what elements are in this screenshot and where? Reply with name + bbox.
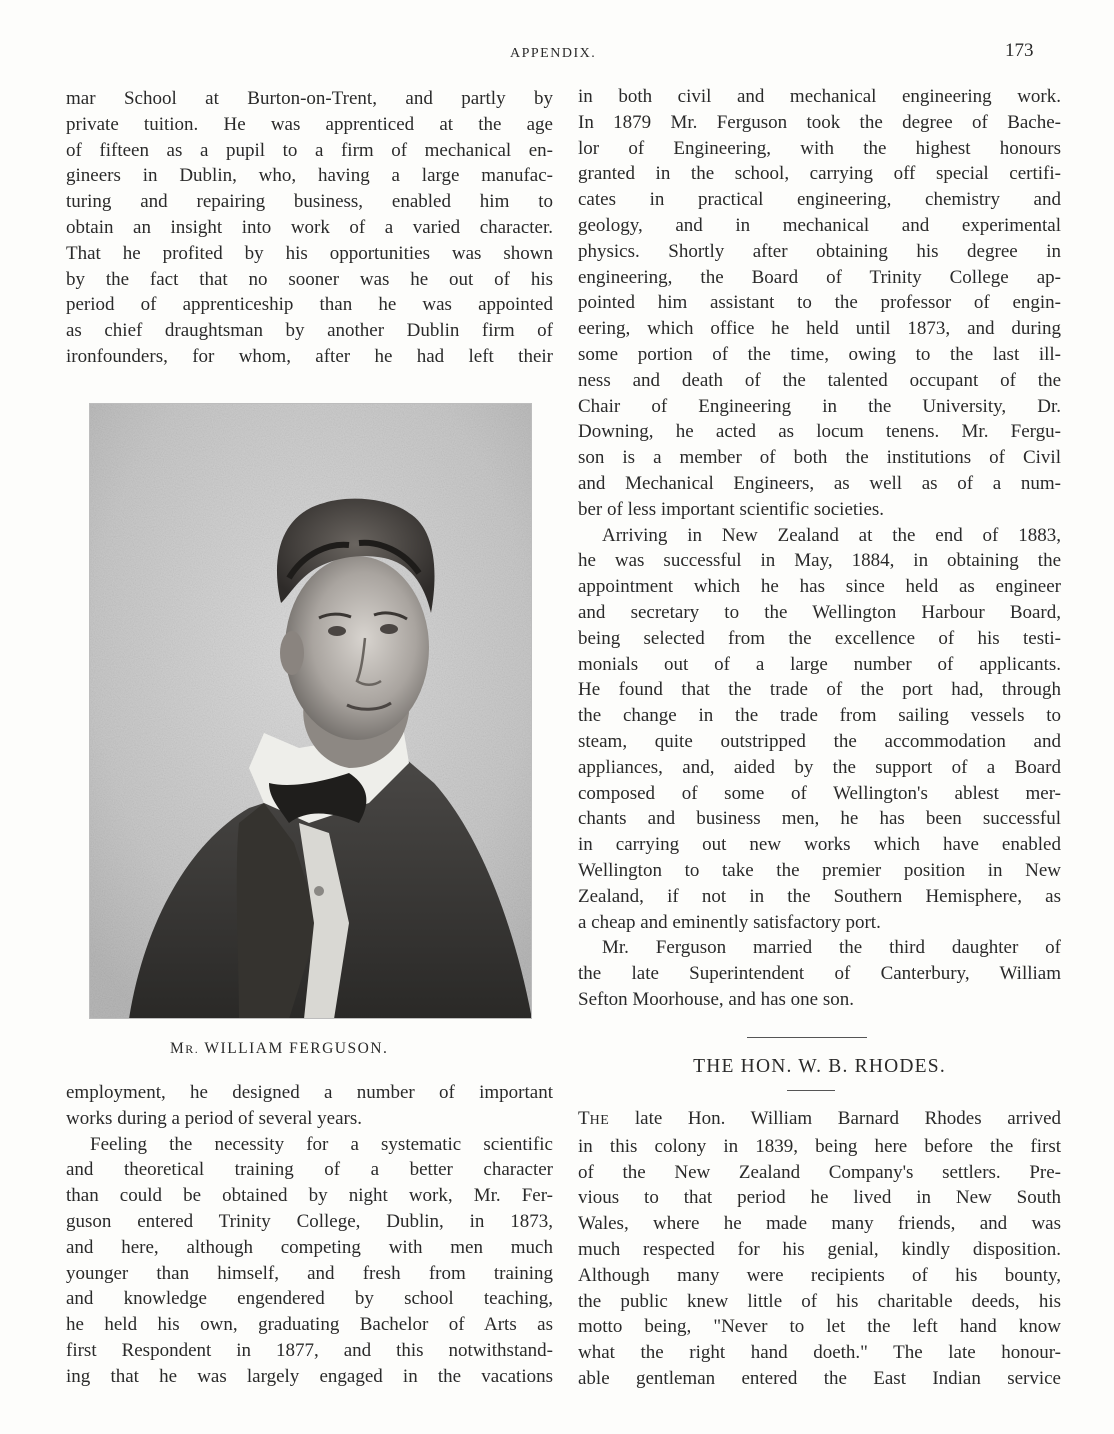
text-line: obtain an insight into work of a varied character.: [66, 216, 553, 238]
left-column-bottom-text: [66, 1080, 553, 1390]
text-line: first Respondent in 1877, and this notwithstand-: [66, 1339, 553, 1361]
text-line: employment, he designed a number of important: [66, 1082, 553, 1103]
text-line: Feeling the necessity for a systematic scientific: [90, 1133, 553, 1155]
text-line: He found that the trade of the port had, through: [578, 679, 1061, 701]
text-line: Arriving in New Zealand at the end of 1883,: [602, 524, 1061, 546]
title-underline: [787, 1090, 835, 1091]
text-line: the late Superintendent of Canterbury, William: [578, 963, 1061, 985]
text-line: younger than himself, and fresh from training: [66, 1262, 553, 1284]
text-line: a cheap and eminently satisfactory port.: [578, 911, 881, 933]
text-line: pointed him assistant to the professor of engin-: [578, 292, 1061, 314]
text-line: Mr. Ferguson married the third daughter of: [602, 937, 1061, 959]
text-line: and knowledge engendered by school teaching,: [66, 1288, 553, 1310]
text-line: engineering, the Board of Trinity College ap-: [578, 266, 1061, 288]
text-line: period of apprenticeship than he was appointed: [66, 294, 553, 316]
text-line: and secretary to the Wellington Harbour Board,: [578, 601, 1061, 623]
first-line-rest: late Hon. William Barnard Rhodes arrived: [609, 1108, 1061, 1129]
text-line: In 1879 Mr. Ferguson took the degree of Bache-: [578, 111, 1061, 133]
text-line: son is a member of both the institutions of Civil: [578, 447, 1061, 469]
text-line: appliances, and, aided by the support of a Board: [578, 756, 1061, 778]
paragraph: [578, 935, 1061, 1012]
text-line: private tuition. He was apprenticed at the age: [66, 113, 553, 135]
text-line: appointment which he has since held as engineer: [578, 576, 1061, 598]
text-line: much respected for his genial, kindly disposition.: [578, 1238, 1061, 1260]
page-number: 173: [1005, 40, 1034, 61]
text-line: guson entered Trinity College, Dublin, in 1873,: [66, 1210, 553, 1232]
text-line: Wales, where he made many friends, and was: [578, 1213, 1061, 1235]
text-line: steam, quite outstripped the accommodation and: [578, 730, 1061, 752]
portrait-photograph: [89, 403, 532, 1019]
text-line: able gentleman entered the East Indian service: [578, 1367, 1061, 1389]
text-line: mar School at Burton-on-Trent, and partly by: [66, 88, 553, 109]
paragraph: [578, 523, 1061, 936]
text-line: ironfounders, for whom, after he had left their: [66, 345, 553, 367]
text-line: of fifteen as a pupil to a firm of mechanical en-: [66, 139, 553, 161]
text-line: in both civil and mechanical engineering work.: [578, 86, 1061, 107]
text-line: composed of some of Wellington's ablest mer-: [578, 782, 1061, 804]
text-line: ing that he was largely engaged in the vacations: [66, 1365, 553, 1387]
text-line: of the New Zealand Company's settlers. Pre-: [578, 1161, 1061, 1183]
text-line: in this colony in 1839, being here before the first: [578, 1135, 1061, 1157]
text-line: physics. Shortly after obtaining his degree in: [578, 240, 1061, 262]
paragraph: [578, 84, 1061, 523]
rhodes-paragraph: [578, 1106, 1061, 1392]
text-line: in carrying out new works which have enabled: [578, 834, 1061, 856]
text-line: works during a period of several years.: [66, 1107, 362, 1129]
caption-initial: M: [170, 1040, 186, 1057]
text-line: [578, 1106, 1061, 1134]
text-line: as chief draughtsman by another Dublin firm of: [66, 320, 553, 342]
text-line: Downing, he acted as locum tenens. Mr. Fergu-: [578, 421, 1061, 443]
paragraph: [66, 1080, 553, 1132]
text-line: turing and repairing business, enabled him to: [66, 191, 553, 213]
section-divider: [747, 1037, 867, 1038]
text-line: Although many were recipients of his bounty,: [578, 1264, 1061, 1286]
text-line: motto being, "Never to let the left hand know: [578, 1316, 1061, 1338]
text-line: Chair of Engineering in the University, Dr.: [578, 395, 1061, 417]
text-line: cates in practical engineering, chemistry and: [578, 189, 1061, 211]
text-line: and Mechanical Engineers, as well as of a num-: [578, 472, 1061, 494]
text-line: eering, which office he held until 1873, and during: [578, 318, 1061, 340]
text-line: Wellington to take the premier position in New: [578, 859, 1061, 881]
text-line: Sefton Moorhouse, and has one son.: [578, 988, 854, 1010]
left-column-top-text: [66, 86, 553, 370]
portrait-caption: [170, 1040, 388, 1058]
text-line: he held his own, graduating Bachelor of Arts as: [66, 1314, 553, 1336]
text-line: and here, although competing with men much: [66, 1236, 553, 1258]
text-line: ness and death of the talented occupant of the: [578, 369, 1061, 391]
text-line: monials out of a large number of applicants.: [578, 653, 1061, 675]
text-line: by the fact that no sooner was he out of his: [66, 268, 553, 290]
first-word-initial: T: [578, 1108, 590, 1129]
paragraph: [66, 86, 553, 370]
text-line: chants and business men, he has been successful: [578, 808, 1061, 830]
text-line: being selected from the excellence of his testi-: [578, 627, 1061, 649]
text-line: some portion of the time, owing to the last ill-: [578, 343, 1061, 365]
first-word-small-caps: HE: [589, 1113, 610, 1128]
text-line: what the right hand doeth." The late honour-: [578, 1342, 1061, 1364]
text-line: lor of Engineering, with the highest honours: [578, 137, 1061, 159]
paragraph: [578, 1106, 1061, 1392]
text-line: he was successful in May, 1884, in obtaining the: [578, 550, 1061, 572]
paragraph: [66, 1132, 553, 1390]
text-line: geology, and in mechanical and experimental: [578, 214, 1061, 236]
text-line: the public knew little of his charitable deeds, his: [578, 1290, 1061, 1312]
running-head: APPENDIX.: [510, 46, 597, 61]
text-line: granted in the school, carrying off special certifi-: [578, 163, 1061, 185]
caption-name: WILLIAM FERGUSON.: [199, 1040, 389, 1057]
caption-small-caps: R.: [185, 1042, 200, 1056]
text-line: That he profited by his opportunities was shown: [66, 242, 553, 264]
text-line: ber of less important scientific societies.: [578, 498, 885, 520]
text-line: and theoretical training of a better character: [66, 1159, 553, 1181]
right-column-text: [578, 84, 1061, 1013]
text-line: Zealand, if not in the Southern Hemisphere, as: [578, 885, 1061, 907]
text-line: vious to that period he lived in New South: [578, 1187, 1061, 1209]
text-line: than could be obtained by night work, Mr. Fer-: [66, 1185, 553, 1207]
text-line: the change in the trade from sailing vessels to: [578, 705, 1061, 727]
text-line: gineers in Dublin, who, having a large manufac-: [66, 165, 553, 187]
section-title: THE HON. W. B. RHODES.: [693, 1056, 946, 1077]
